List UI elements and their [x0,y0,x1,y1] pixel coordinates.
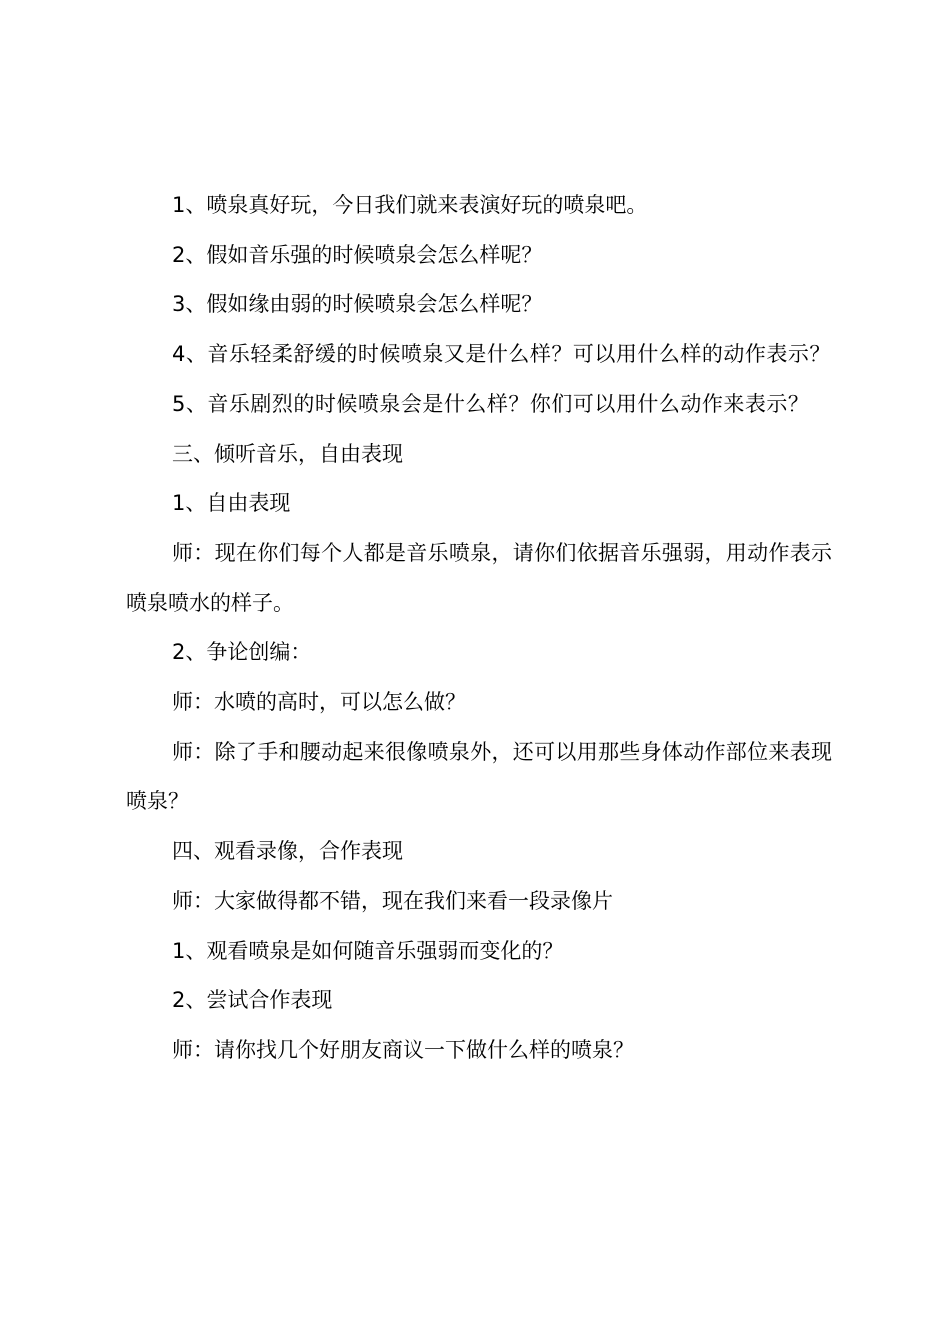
document-body [126,181,832,1076]
section-heading-4: 四、观看录像，合作表现 [172,839,403,864]
paragraph-5: 5、音乐剧烈的时候喷泉会是什么样？你们可以用什么动作来表示？ [172,391,810,416]
paragraph-2: 2、假如音乐强的时候喷泉会怎么样呢？ [172,242,543,267]
paragraph-3: 3、假如缘由弱的时候喷泉会怎么样呢？ [172,292,543,317]
paragraph-1: 1、喷泉真好玩，今日我们就来表演好玩的喷泉吧。 [172,193,648,217]
paragraph-7: 1、自由表现 [172,491,291,516]
paragraph-9: 2、争论创编： [172,640,312,665]
paragraph-10: 师：水喷的高时，可以怎么做？ [172,690,466,715]
section-heading-3: 三、倾听音乐，自由表现 [172,441,403,466]
paragraph-4: 4、音乐轻柔舒缓的时候喷泉又是什么样？可以用什么样的动作表示？ [172,342,831,367]
paragraph-16: 师：请你找几个好朋友商议一下做什么样的喷泉？ [172,1037,634,1062]
paragraph-13: 师：大家做得都不错，现在我们来看一段录像片 [172,888,613,913]
paragraph-15: 2、尝试合作表现 [172,988,333,1013]
paragraph-8: 师：现在你们每个人都是音乐喷泉，请你们依据音乐强弱，用动作表示喷泉喷水的样子。 [126,540,832,615]
paragraph-11: 师：除了手和腰动起来很像喷泉外，还可以用那些身体动作部位来表现喷泉？ [126,739,832,814]
paragraph-14: 1、观看喷泉是如何随音乐强弱而变化的？ [172,938,564,963]
